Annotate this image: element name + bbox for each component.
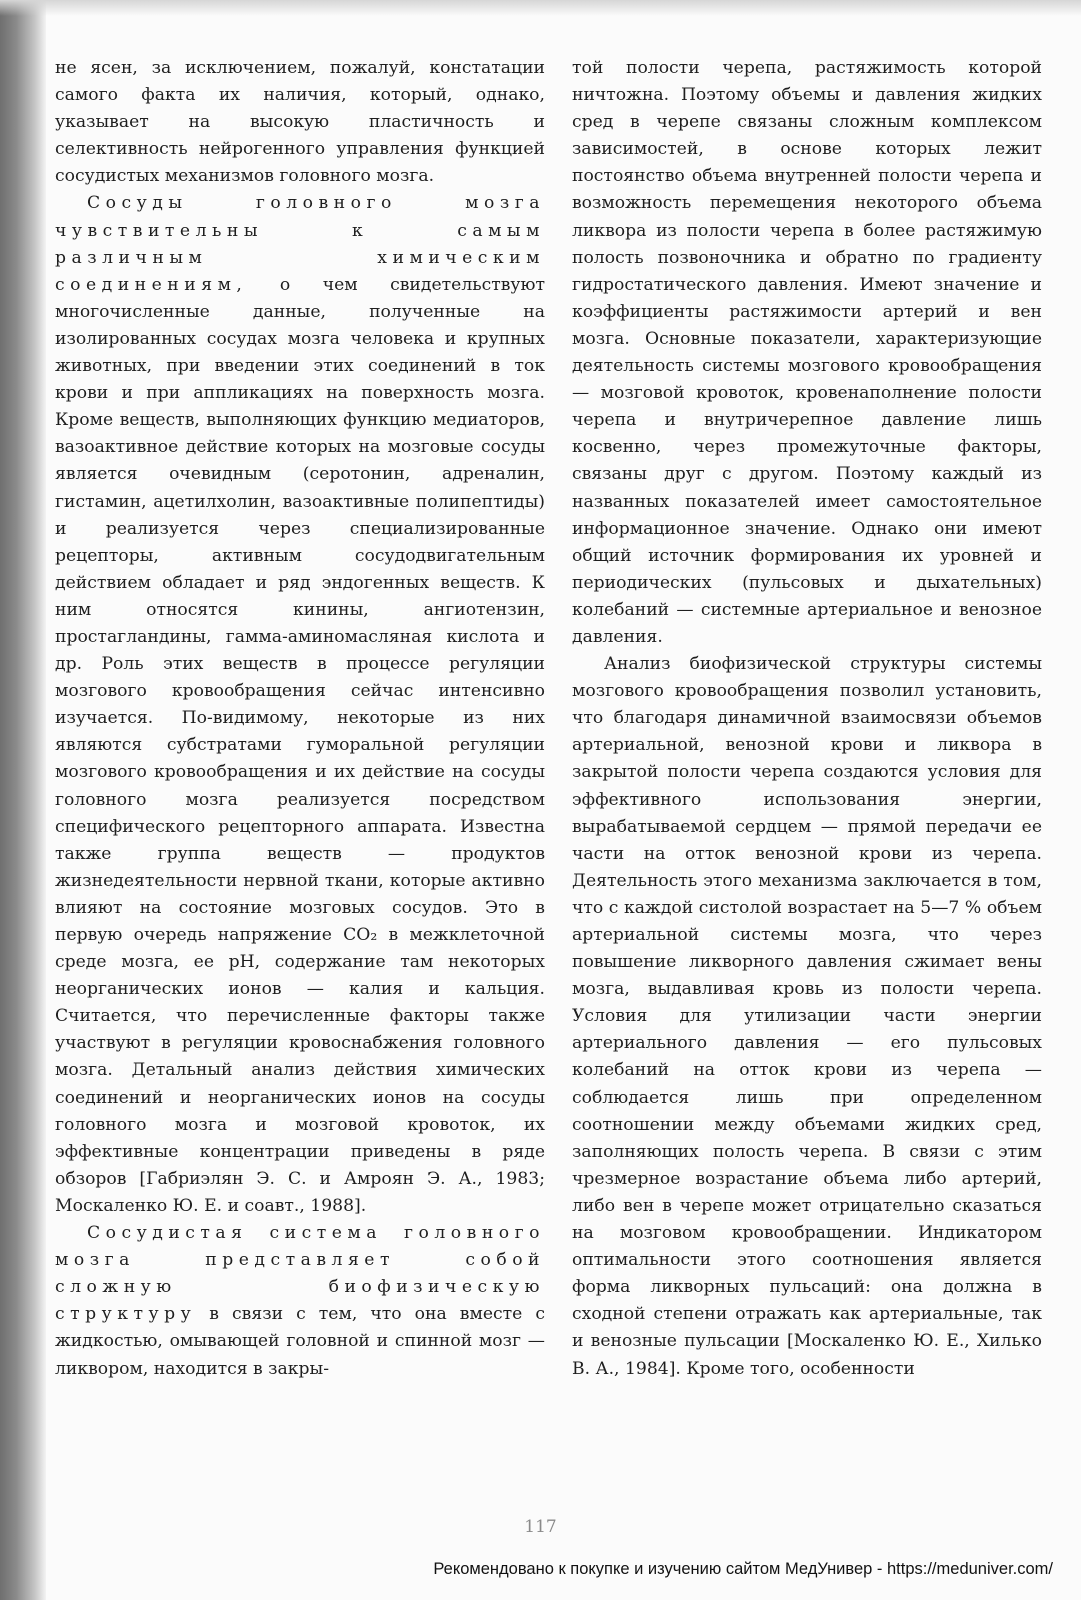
- scan-top-edge: [0, 0, 1081, 16]
- paragraph-body: о чем свидетельствуют многочисленные данные, полученные на изолированных сосудах мозга человека и крупных животных, при введении этих соединений в ток крови и при аппликациях на поверхность мозга. Кроме веществ, выполняющих функцию медиаторов, вазоактивное действие которых на мозговые сосуды является очевидным (серотонин, адреналин, гистамин, ацетилхолин, вазоактивные полипептиды) и реализуется через специализированные рецепторы, активным сосудодвигательным действием обладает и ряд эндогенных веществ. К ним относятся кинины, ангиотензин, простагландины, гамма-аминомасляная кислота и др. Роль этих веществ в процессе регуляции мозгового кровообращения сейчас интенсивно изучается. По-видимому, некоторые из них являются субстратами гуморальной регуляции мозгового кровообращения и их действие на сосуды головного мозга реализуется посредством специфического рецепторного аппарата. Известна также группа веществ — продуктов жизнедеятельности нервной ткани, которые активно влияют на состояние мозговых сосудов. Это в первую очередь напряжение CO₂ в межклеточной среде мозга, ее pH, содержание там некоторых неорганических ионов — калия и кальция. Считается, что перечисленные факторы также участвуют в регуляции кровоснабжения головного мозга. Детальный анализ действия химических соединений и неорганических ионов на сосуды головного мозга и мозговой кровоток, их эффективные концентрации приведены в ряде обзоров [Габриэлян Э. С. и Амроян Э. А., 1983; Москаленко Ю. Е. и соавт., 1988].: [55, 274, 545, 1216]
- paragraph: не ясен, за исключением, пожалуй, констатации самого факта их наличия, который, однако, указывает на высокую пластичность и селективность нейрогенного управления функцией сосудистых механизмов головного мозга.: [55, 58, 545, 187]
- spaced-lead-phrase: Сосуды головного мозга чувствительны к самым различным химическим соединениям,: [55, 193, 545, 295]
- paragraph: [55, 190, 545, 1220]
- left-text-column: [55, 55, 545, 1505]
- page-number: 117: [524, 1517, 557, 1537]
- right-text-column: [572, 55, 1042, 1505]
- spaced-lead-phrase: Сосудистая система головного мозга представляет собой сложную биофизическую структуру: [55, 1223, 545, 1325]
- scan-binding-shadow: [0, 0, 46, 1600]
- paragraph: Анализ биофизической структуры системы мозгового кровообращения позволил установить, что благодаря динамичной взаимосвязи объемов артериальной, венозной крови и ликвора в закрытой полости черепа создаются условия для эффективного использования энергии, вырабатываемой сердцем — прямой передачи ее части на отток венозной крови из черепа. Деятельность этого механизма заключается в том, что с каждой систолой возрастает на 5—7 % объем артериальной системы мозга, что через повышение ликворного давления сжимает вены мозга, выдавливая кровь из полости черепа. Условия для утилизации части энергии артериального давления — его пульсовых колебаний на отток крови из черепа — соблюдается лишь при определенном соотношении между объемами жидких сред, заполняющих полость черепа. В связи с этим чрезмерное возрастание объема либо артерий, либо вен в черепе может отрицательно сказаться на мозговом кровообращении. Индикатором оптимальности этого соотношения является форма ликворных пульсаций: она должна в сходной степени отражать как артериальные, так и венозные пульсации [Москаленко Ю. Е., Хилько В. А., 1984]. Кроме того, особенности: [572, 654, 1042, 1379]
- paragraph-body: в связи с тем, что она вместе с жидкостью, омывающей головной и спинной мозг — ликвором, находится в закры-: [55, 1304, 545, 1379]
- paragraph: той полости черепа, растяжимость которой ничтожна. Поэтому объемы и давления жидких сред в черепе связаны сложным комплексом зависимостей, в основе которых лежит постоянство объема внутренней полости черепа и возможность перемещения некоторого объема ликвора из полости черепа в более растяжимую полость позвоночника и обратно по градиенту гидростатического давления. Имеют значение и коэффициенты растяжимости артерий и вен мозга. Основные показатели, характеризующие деятельность системы мозгового кровообращения — мозговой кровоток, кровенаполнение полости черепа и внутричерепное давление лишь косвенно, через промежуточные факторы, связаны друг с другом. Поэтому каждый из названных показателей имеет самостоятельное информационное значение. Однако они имеют общий источник формирования их уровней и периодических (пульсовых и дыхательных) колебаний — системные артериальное и венозное давления.: [572, 58, 1042, 647]
- paragraph: [55, 1220, 545, 1383]
- footer-recommendation: Рекомендовано к покупке и изучению сайтом МедУнивер - https://meduniver.com/: [433, 1560, 1053, 1578]
